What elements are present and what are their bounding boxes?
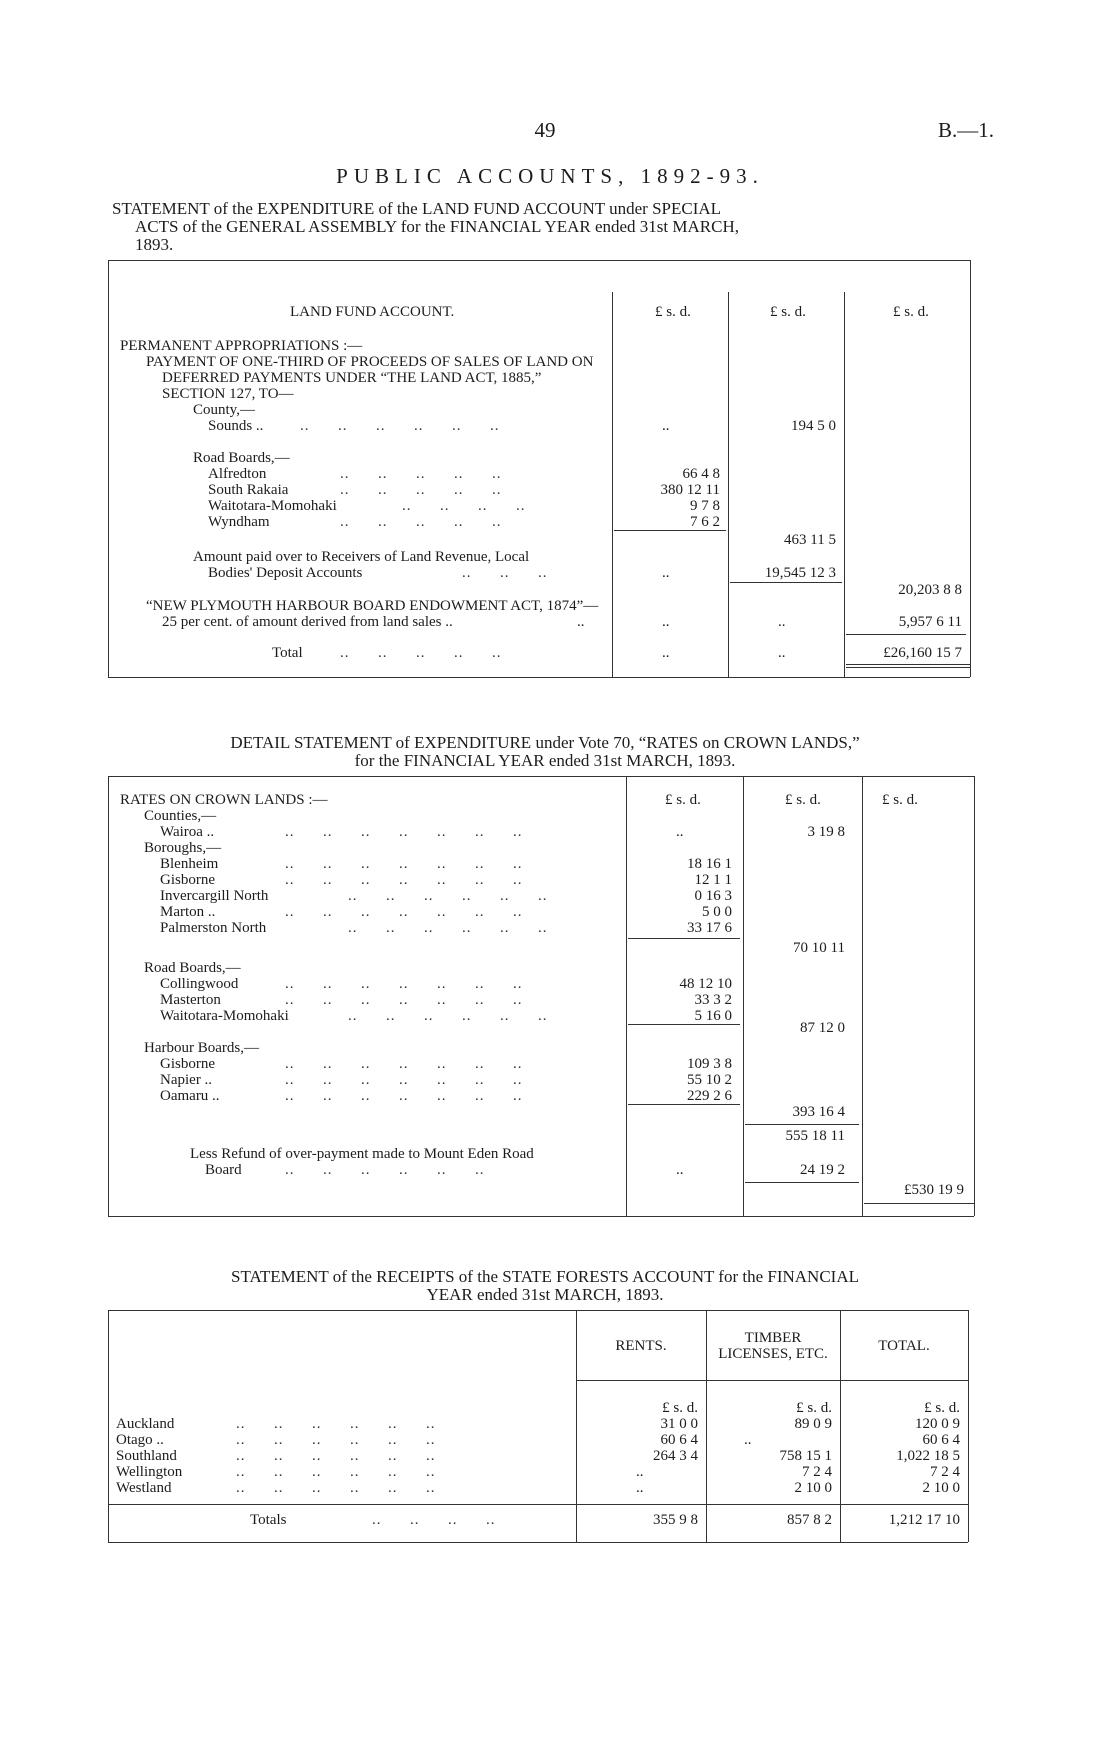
totals-label: Totals	[250, 1512, 287, 1528]
harbour-board-name: Gisborne	[160, 1056, 215, 1072]
totals-total: 1,212 17 10	[888, 1512, 960, 1528]
road-board-name: Waitotara-Momohaki	[208, 498, 337, 514]
payment-line3: SECTION 127, TO—	[162, 386, 294, 402]
borough-value: 0 16 3	[694, 888, 732, 904]
road-board-value: 66 4 8	[682, 466, 720, 482]
section3-heading-line2: YEAR ended 31st MARCH, 1893.	[426, 1285, 664, 1304]
land-fund-subtotal: 20,203 8 8	[898, 582, 962, 598]
sounds-col2: 194 5 0	[791, 418, 836, 434]
district-total: 120 0 9	[915, 1416, 960, 1432]
boroughs-label: Boroughs,—	[144, 840, 222, 856]
counties-label: Counties,—	[144, 808, 217, 824]
harbour-boards-label: Harbour Boards,—	[144, 1040, 259, 1056]
forests-money-header-2: £ s. d.	[796, 1400, 832, 1416]
land-fund-total-col2: ..	[778, 645, 786, 661]
district-timber: ..	[744, 1432, 752, 1448]
refund-value: 24 19 2	[800, 1162, 845, 1178]
district-rents: ..	[636, 1480, 644, 1496]
money-header-3: £ s. d.	[893, 304, 929, 320]
wairoa-col2: 3 19 8	[807, 824, 845, 840]
receivers-col2: 19,545 12 3	[764, 565, 836, 581]
rates-road-board-name: Masterton	[160, 992, 221, 1008]
land-fund-total-label: Total	[272, 645, 303, 661]
borough-name: Gisborne	[160, 872, 215, 888]
borough-value: 18 16 1	[687, 856, 732, 872]
harbour-board-value: 109 3 8	[687, 1056, 732, 1072]
district-rents: 60 6 4	[660, 1432, 698, 1448]
receivers-col1: ..	[662, 565, 670, 581]
district-timber: 758 15 1	[779, 1448, 832, 1464]
column-timber-line2: LICENSES, ETC.	[718, 1346, 828, 1362]
road-board-value: 9 7 8	[690, 498, 720, 514]
district-name: Westland	[116, 1480, 172, 1496]
rates-road-board-value: 33 3 2	[694, 992, 732, 1008]
borough-value: 33 17 6	[687, 920, 732, 936]
rates-gross-total: 555 18 11	[785, 1128, 845, 1144]
payment-line1: PAYMENT OF ONE-THIRD OF PROCEEDS OF SALES OF LAND ON	[146, 354, 594, 370]
receivers-line2: Bodies' Deposit Accounts	[208, 565, 363, 581]
district-rents: 31 0 0	[660, 1416, 698, 1432]
payment-line2: DEFERRED PAYMENTS UNDER “THE LAND ACT, 1885,”	[162, 370, 542, 386]
district-timber: 89 0 9	[794, 1416, 832, 1432]
rates-road-board-value: 5 16 0	[694, 1008, 732, 1024]
sounds-label: Sounds ..	[208, 418, 264, 434]
land-fund-column-header: LAND FUND ACCOUNT.	[290, 304, 455, 320]
harbour-dots: ..	[577, 614, 585, 630]
borough-name: Palmerston North	[160, 920, 267, 936]
rates-money-header-2: £ s. d.	[785, 792, 821, 808]
harbour-col2: ..	[778, 614, 786, 630]
district-name: Wellington	[116, 1464, 183, 1480]
district-name: Southland	[116, 1448, 177, 1464]
wairoa-label: Wairoa ..	[160, 824, 215, 840]
document-code: B.—1.	[937, 118, 994, 142]
road-board-value: 7 6 2	[690, 514, 720, 530]
road-boards-label: Road Boards,—	[193, 450, 290, 466]
road-board-name: Alfredton	[208, 466, 267, 482]
rates-road-board-value: 48 12 10	[679, 976, 732, 992]
forests-money-header-3: £ s. d.	[924, 1400, 960, 1416]
section1-heading-line1: STATEMENT of the EXPENDITURE of the LAND FUND ACCOUNT under SPECIAL	[112, 199, 722, 218]
money-header-1: £ s. d.	[655, 304, 691, 320]
rates-road-board-name: Collingwood	[160, 976, 239, 992]
land-fund-total-col1: ..	[662, 645, 670, 661]
rates-money-header-1: £ s. d.	[665, 792, 701, 808]
money-header-2: £ s. d.	[770, 304, 806, 320]
sounds-col1: ..	[662, 418, 670, 434]
district-timber: 2 10 0	[794, 1480, 832, 1496]
road-board-value: 380 12 11	[660, 482, 720, 498]
harbour-board-name: Napier ..	[160, 1072, 213, 1088]
section2-heading-line2: for the FINANCIAL YEAR ended 31st MARCH, 1893.	[354, 751, 736, 770]
borough-value: 12 1 1	[694, 872, 732, 888]
borough-name: Blenheim	[160, 856, 219, 872]
refund-line1: Less Refund of over-payment made to Mount Eden Road	[190, 1146, 534, 1162]
district-total: 2 10 0	[922, 1480, 960, 1496]
district-total: 1,022 18 5	[896, 1448, 960, 1464]
section3-heading-line1: STATEMENT of the RECEIPTS of the STATE FORESTS ACCOUNT for the FINANCIAL	[230, 1267, 859, 1286]
harbour-board-value: 55 10 2	[687, 1072, 732, 1088]
refund-line2: Board	[205, 1162, 242, 1178]
harbour-board-name: Oamaru ..	[160, 1088, 220, 1104]
boroughs-total: 70 10 11	[793, 940, 845, 956]
refund-col1: ..	[676, 1162, 684, 1178]
wairoa-col1: ..	[676, 824, 684, 840]
harbour-boards-total: 393 16 4	[792, 1104, 845, 1120]
column-rents: RENTS.	[615, 1338, 667, 1354]
section1-heading-line3: 1893.	[135, 235, 174, 254]
rates-road-boards-total: 87 12 0	[800, 1020, 845, 1036]
harbour-endowment-line1: “NEW PLYMOUTH HARBOUR BOARD ENDOWMENT ACT, 1874”—	[146, 598, 599, 614]
rates-road-board-name: Waitotara-Momohaki	[160, 1008, 289, 1024]
district-total: 60 6 4	[922, 1432, 960, 1448]
permanent-appropriations: PERMANENT APPROPRIATIONS :—	[120, 338, 363, 354]
receivers-line1: Amount paid over to Receivers of Land Revenue, Local	[193, 549, 530, 565]
section2-heading-line1: DETAIL STATEMENT of EXPENDITURE under Vote 70, “RATES on CROWN LANDS,”	[230, 733, 860, 752]
totals-timber: 857 8 2	[787, 1512, 832, 1528]
page-number: 49	[534, 118, 556, 142]
totals-rents: 355 9 8	[653, 1512, 698, 1528]
rates-money-header-3: £ s. d.	[882, 792, 918, 808]
harbour-endowment-line2: 25 per cent. of amount derived from land sales ..	[162, 614, 453, 630]
road-board-name: South Rakaia	[208, 482, 289, 498]
borough-value: 5 0 0	[702, 904, 732, 920]
harbour-col1: ..	[662, 614, 670, 630]
section1-heading-line2: ACTS of the GENERAL ASSEMBLY for the FINANCIAL YEAR ended 31st MARCH,	[135, 217, 739, 236]
district-timber: 7 2 4	[802, 1464, 832, 1480]
district-name: Otago ..	[116, 1432, 164, 1448]
county-label: County,—	[193, 402, 255, 418]
page-title: PUBLIC ACCOUNTS, 1892-93.	[336, 164, 764, 188]
forests-money-header-1: £ s. d.	[662, 1400, 698, 1416]
district-rents: 264 3 4	[653, 1448, 698, 1464]
road-board-name: Wyndham	[208, 514, 270, 530]
district-name: Auckland	[116, 1416, 175, 1432]
rates-heading: RATES ON CROWN LANDS :—	[120, 792, 328, 808]
column-timber-line1: TIMBER	[744, 1330, 802, 1346]
district-total: 7 2 4	[930, 1464, 960, 1480]
district-rents: ..	[636, 1464, 644, 1480]
rates-road-boards-label: Road Boards,—	[144, 960, 241, 976]
rates-net-total: £530 19 9	[904, 1182, 964, 1198]
borough-name: Invercargill North	[160, 888, 269, 904]
land-fund-total-value: £26,160 15 7	[883, 645, 962, 661]
harbour-board-value: 229 2 6	[687, 1088, 732, 1104]
road-boards-total: 463 11 5	[784, 532, 836, 548]
harbour-col3: 5,957 6 11	[898, 614, 962, 630]
column-total: TOTAL.	[878, 1338, 930, 1354]
borough-name: Marton ..	[160, 904, 216, 920]
